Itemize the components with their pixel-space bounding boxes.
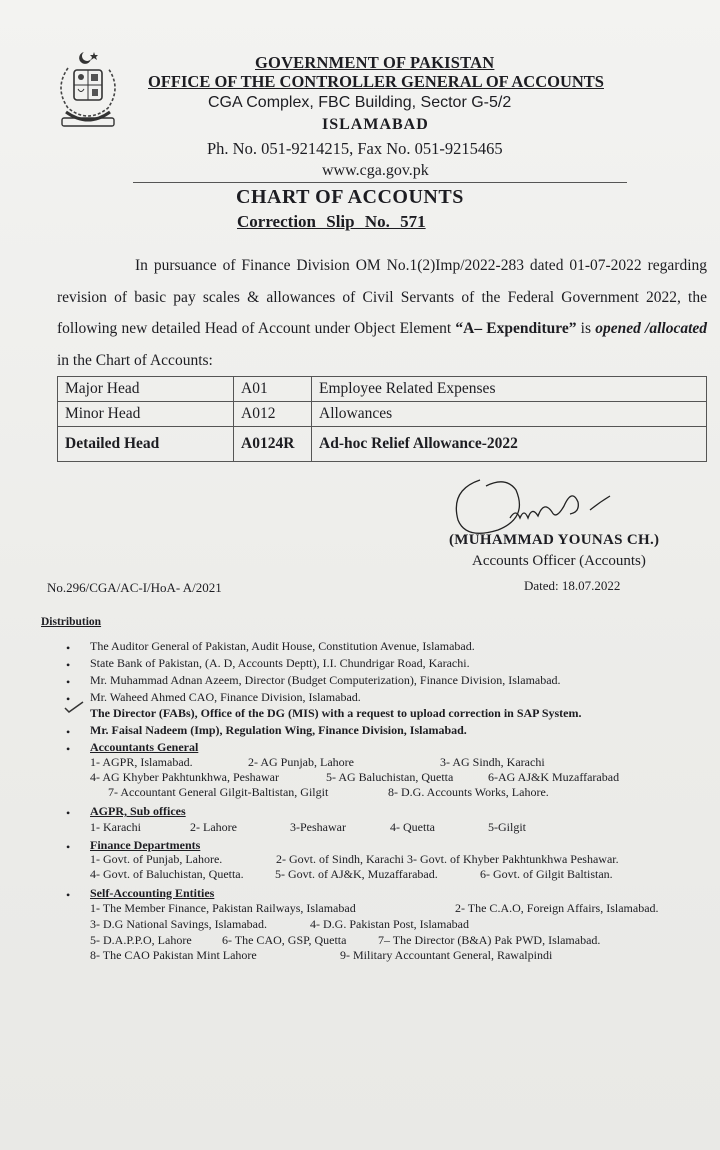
agpr-sub-offices-heading: AGPR, Sub offices [90,804,186,818]
list-item: 5- D.A.P.P.O, Lahore [90,933,192,947]
opened-allocated: opened /allocated [595,320,708,337]
body-paragraph [57,250,707,376]
head-of-account-table [57,376,707,462]
list-item: 2- AG Punjab, Lahore [248,755,354,769]
document-title: CHART OF ACCOUNTS [236,186,464,208]
table-cell-code: A01 [234,377,312,402]
list-item: 5-Gilgit [488,820,526,834]
list-item: 2- The C.A.O, Foreign Affairs, Islamabad. [455,901,659,915]
letterhead-website: www.cga.gov.pk [322,162,429,179]
list-item: 7- Accountant General Gilgit-Baltistan, Gilgit [108,785,329,799]
list-item: 8- D.G. Accounts Works, Lahore. [388,785,549,799]
list-item: 4- Govt. of Baluchistan, Quetta. [90,867,244,881]
finance-departments-heading: Finance Departments [90,838,201,852]
correction-slip-number: Correction Slip No. 571 [237,212,426,231]
list-item: 3-Peshawar [290,820,346,834]
letterhead-phone-fax: Ph. No. 051-9214215, Fax No. 051-9215465 [207,139,503,158]
self-accounting-entities-heading: Self-Accounting Entities [90,886,215,900]
list-item: 2- Lahore [190,820,237,834]
list-item: State Bank of Pakistan, (A. D, Accounts Deptt), I.I. Chundrigar Road, Karachi. [90,656,470,670]
letterhead-address: CGA Complex, FBC Building, Sector G-5/2 [208,94,512,111]
list-item: 6- Govt. of Gilgit Baltistan. [480,867,613,881]
table-cell-description: Employee Related Expenses [312,377,707,402]
list-item: 1- The Member Finance, Pakistan Railways, Islamabad [90,901,356,915]
paragraph-text: In pursuance of Finance Division OM No.1(2)Imp/2022-283 dated 01-07-2022 regarding revision of basic pay scales & allowances of Civil Servants of the Federal Government 2022, the following new detailed Head of Account under Object Element [57,257,707,337]
signatory-name: (MUHAMMAD YOUNAS CH.) [449,532,660,548]
list-item: 3- AG Sindh, Karachi [440,755,545,769]
table-row [58,402,707,427]
letterhead-office: OFFICE OF THE CONTROLLER GENERAL OF ACCOUNTS [148,72,604,91]
list-item: 5- Govt. of AJ&K, Muzaffarabad. [275,867,438,881]
letterhead-divider [133,182,627,183]
reference-number: No.296/CGA/AC-I/HoA- A/2021 [47,580,222,595]
list-item: 4- AG Khyber Pakhtunkhwa, Peshawar [90,770,279,784]
table-cell-label: Detailed Head [58,427,234,462]
list-item: 3- D.G National Savings, Islamabad. [90,917,267,931]
paragraph-text-3: in the Chart of Accounts: [57,351,213,369]
list-item: 4- D.G. Pakistan Post, Islamabad [310,917,469,931]
object-element: “A– Expenditure” [455,320,577,337]
list-item: Mr. Muhammad Adnan Azeem, Director (Budget Computerization), Finance Division, Islamabad. [90,673,561,687]
table-cell-code: A012 [234,402,312,427]
list-item: 2- Govt. of Sindh, Karachi 3- Govt. of Khyber Pakhtunkhwa Peshawar. [276,852,619,866]
list-item: 6-AG AJ&K Muzaffarabad [488,770,620,784]
table-cell-code: A0124R [234,427,312,462]
letterhead-city: ISLAMABAD [322,116,429,133]
letterhead-government: GOVERNMENT OF PAKISTAN [255,53,495,72]
list-item: 6- The CAO, GSP, Quetta [222,933,347,947]
list-item: 9- Military Accountant General, Rawalpindi [340,948,553,962]
table-cell-description: Ad-hoc Relief Allowance-2022 [312,427,707,462]
list-item: The Auditor General of Pakistan, Audit House, Constitution Avenue, Islamabad. [90,639,475,653]
table-row [58,377,707,402]
list-item: 1- Karachi [90,820,141,834]
handwritten-signature [440,470,630,540]
list-item: 8- The CAO Pakistan Mint Lahore [90,948,257,962]
table-cell-label: Minor Head [58,402,234,427]
list-item: 7– The Director (B&A) Pak PWD, Islamabad. [378,933,601,947]
table-cell-description: Allowances [312,402,707,427]
government-emblem [48,48,128,136]
table-row [58,427,707,462]
list-item: 5- AG Baluchistan, Quetta [326,770,454,784]
list-item: Mr. Waheed Ahmed CAO, Finance Division, Islamabad. [90,690,361,704]
date-line: Dated: 18.07.2022 [524,578,621,593]
table-cell-label: Major Head [58,377,234,402]
document-page: GOVERNMENT OF PAKISTAN OFFICE OF THE CONTROLLER GENERAL OF ACCOUNTS CGA Complex, FBC Building, Sector G-5/2 ISLAMABAD Ph. No. 051-9214215, Fax No. 051-9215465 www.cga.gov.pk CHART OF ACCOUNTS Correction Slip No. 571 In pursuance of Finance Division OM No.1(2)Imp/2022-283 dated 01-07-2022 regarding revision of basic pay scales & allowances of Civil Servants of the Federal Government 2022, the following new detailed Head of Account under Object Element “A– Expenditure” is opened /allocated in the Chart of Accounts: Major Head A01 Employee Related Expenses Minor Head A012 Allowances Detailed Head A0124R Ad-hoc Relief Allowance-2022 (MUHAMMAD YOUNAS CH.) Accounts Officer (Accounts) No.296/CGA/AC-I/HoA- A/2021 Dated: 18.07.2022 Distribution • The Auditor General of Pakistan, Audit House, Constitution Avenue, Islamabad. • State Bank of Pakistan, (A. D, Accounts Deptt), I.I. Chundrigar Road, Karachi. • Mr. Muhammad Adnan Azeem, Director (Budget Computerization), Finance Division, Islamabad. • Mr. Waheed Ahmed CAO, Finance Division, Islamabad. The Director (FABs), Office of the DG (MIS) with a request to upload correction in SAP System. • Mr. Faisal Nadeem (Imp), Regulation Wing, Finance Division, Islamabad. • Accountants General 1- AGPR, Islamabad. 2- AG Punjab, Lahore 3- AG Sindh, Karachi 4- AG Khyber Pakhtunkhwa, Peshawar 5- AG Baluchistan, Quetta 6-AG AJ&K Muzaffarabad 7- Accountant General Gilgit-Baltistan, Gilgit 8- D.G. Accounts Works, Lahore. • AGPR, Sub offices 1- Karachi 2- Lahore 3-Peshawar 4- Quetta 5-Gilgit • Finance Departments 1- Govt. of Punjab, Lahore. 2- Govt. of Sindh, Karachi 3- Govt. of Khyber Pakhtunkhwa Peshawar. 4- Govt. of Baluchistan, Quetta. 5- Govt. of AJ&K, Muzaffarabad. 6- Govt. of Gilgit Baltistan. • Self-Accounting Entities 1- The Member Finance, Pakistan Railways, Islamabad 2- The C.A.O, Foreign Affairs, Islamabad. 3- D.G National Savings, Islamabad. 4- D.G. Pakistan Post, Islamabad 5- D.A.P.P.O, Lahore 6- The CAO, GSP, Quetta 7– The Director (B&A) Pak PWD, Islamabad. 8- The CAO Pakistan Mint Lahore 9- Military Accountant General, Rawalpindi [0,0,720,1150]
signatory-designation: Accounts Officer (Accounts) [472,553,646,569]
list-item: 1- AGPR, Islamabad. [90,755,193,769]
accountants-general-heading: Accountants General [90,740,199,754]
list-item: 1- Govt. of Punjab, Lahore. [90,852,223,866]
list-item: 4- Quetta [390,820,435,834]
list-item: The Director (FABs), Office of the DG (MIS) with a request to upload correction in SAP System. [90,706,582,720]
paragraph-text-2: is [576,320,596,337]
list-item: Mr. Faisal Nadeem (Imp), Regulation Wing, Finance Division, Islamabad. [90,723,467,737]
distribution-heading: Distribution [41,616,102,628]
